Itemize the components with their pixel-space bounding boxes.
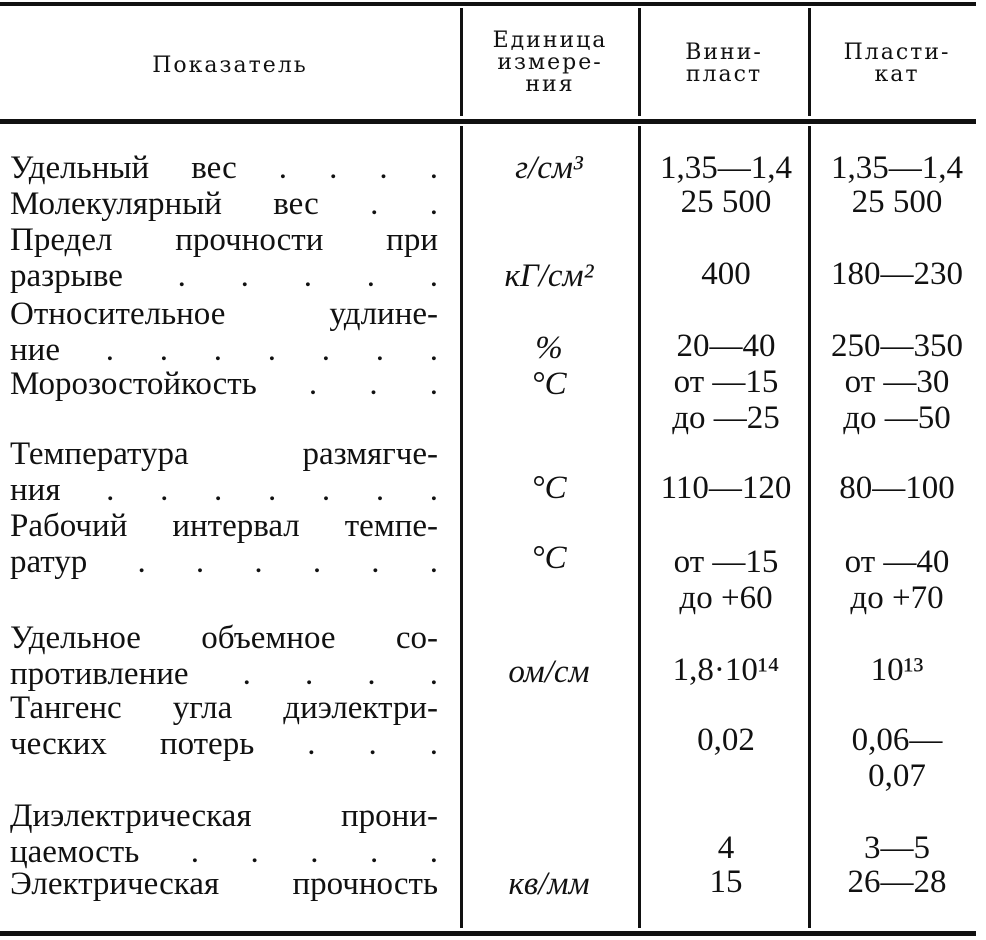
table-row-unit: °C xyxy=(531,366,567,402)
table-row-label: Тангенс угла диэлектри- ческих потерь . . . xyxy=(10,690,438,762)
table-row-plastikat: от —40 до +70 xyxy=(844,544,950,616)
table-row-unit: °C xyxy=(531,540,567,576)
table-row-plastikat: от —30 до —50 xyxy=(843,364,951,436)
header-indicator: Показатель xyxy=(152,53,308,78)
table-row-viniplast: 400 xyxy=(701,256,751,292)
table-row-label: Рабочий интервал темпе- ратур . . . . . . xyxy=(10,508,438,580)
column-divider xyxy=(638,126,641,928)
table-row-viniplast: 25 500 xyxy=(680,184,772,220)
table-row-plastikat: 80—100 xyxy=(839,470,955,506)
table-row-unit: кв/мм xyxy=(508,866,590,902)
table-row-unit: °C xyxy=(531,470,567,506)
table-row-plastikat: 0,06— 0,07 xyxy=(851,722,943,794)
header-bottom-rule xyxy=(0,119,976,124)
header-divider xyxy=(460,8,463,116)
table-row-plastikat: 25 500 xyxy=(851,184,943,220)
table-row-viniplast: 1,35—1,4 xyxy=(660,150,792,186)
table-row-unit: % xyxy=(535,330,563,366)
table-row-unit: кГ/см² xyxy=(504,258,594,294)
table-row-viniplast: от —15 до —25 xyxy=(672,364,780,436)
table-row-label: Удельное объемное со- противление . . . . xyxy=(10,620,438,692)
table-row-unit: г/см³ xyxy=(515,150,583,186)
table-row-label: Электрическая прочность xyxy=(10,866,438,902)
table-row-viniplast: 1,8·10¹⁴ xyxy=(672,652,780,688)
table-top-rule xyxy=(0,2,976,6)
table-row-plastikat: 3—5 xyxy=(864,830,930,866)
table-row-label: Морозостойкость . . . xyxy=(10,366,438,402)
column-divider xyxy=(808,126,811,928)
header-unit: Единица измере- ния xyxy=(492,28,608,97)
table-row-viniplast: 4 xyxy=(717,830,735,866)
table-row-viniplast: 15 xyxy=(709,864,743,900)
header-viniplast: Вини- пласт xyxy=(685,40,763,87)
column-divider xyxy=(460,126,463,928)
table-row-label: Относительное удлине- ние . . . . . . . xyxy=(10,296,438,368)
header-divider xyxy=(808,8,811,116)
table-row-label: Диэлектрическая прони- цаемость . . . . . xyxy=(10,798,438,870)
table-row-label: Молекулярный вес . . xyxy=(10,186,438,222)
table-row-plastikat: 10¹³ xyxy=(870,652,924,688)
table-row-viniplast: 0,02 xyxy=(697,722,755,758)
table-row-viniplast: от —15 до +60 xyxy=(673,544,779,616)
table-row-plastikat: 26—28 xyxy=(847,864,947,900)
table-row-label: Температура размягче- ния . . . . . . . xyxy=(10,436,438,508)
table-row-label: Удельный вес . . . . xyxy=(10,150,438,186)
table-bottom-rule xyxy=(0,931,976,936)
table-row-plastikat: 1,35—1,4 xyxy=(831,150,963,186)
table-row-label: Предел прочности при разрыве . . . . . xyxy=(10,222,438,294)
table-row-viniplast: 20—40 xyxy=(676,328,776,364)
table-row-plastikat: 250—350 xyxy=(831,328,963,364)
header-plastikat: Пласти- кат xyxy=(843,40,951,87)
table-row-unit: ом/см xyxy=(508,654,590,690)
table-row-viniplast: 110—120 xyxy=(660,470,792,506)
header-divider xyxy=(638,8,641,116)
table-row-plastikat: 180—230 xyxy=(831,256,963,292)
